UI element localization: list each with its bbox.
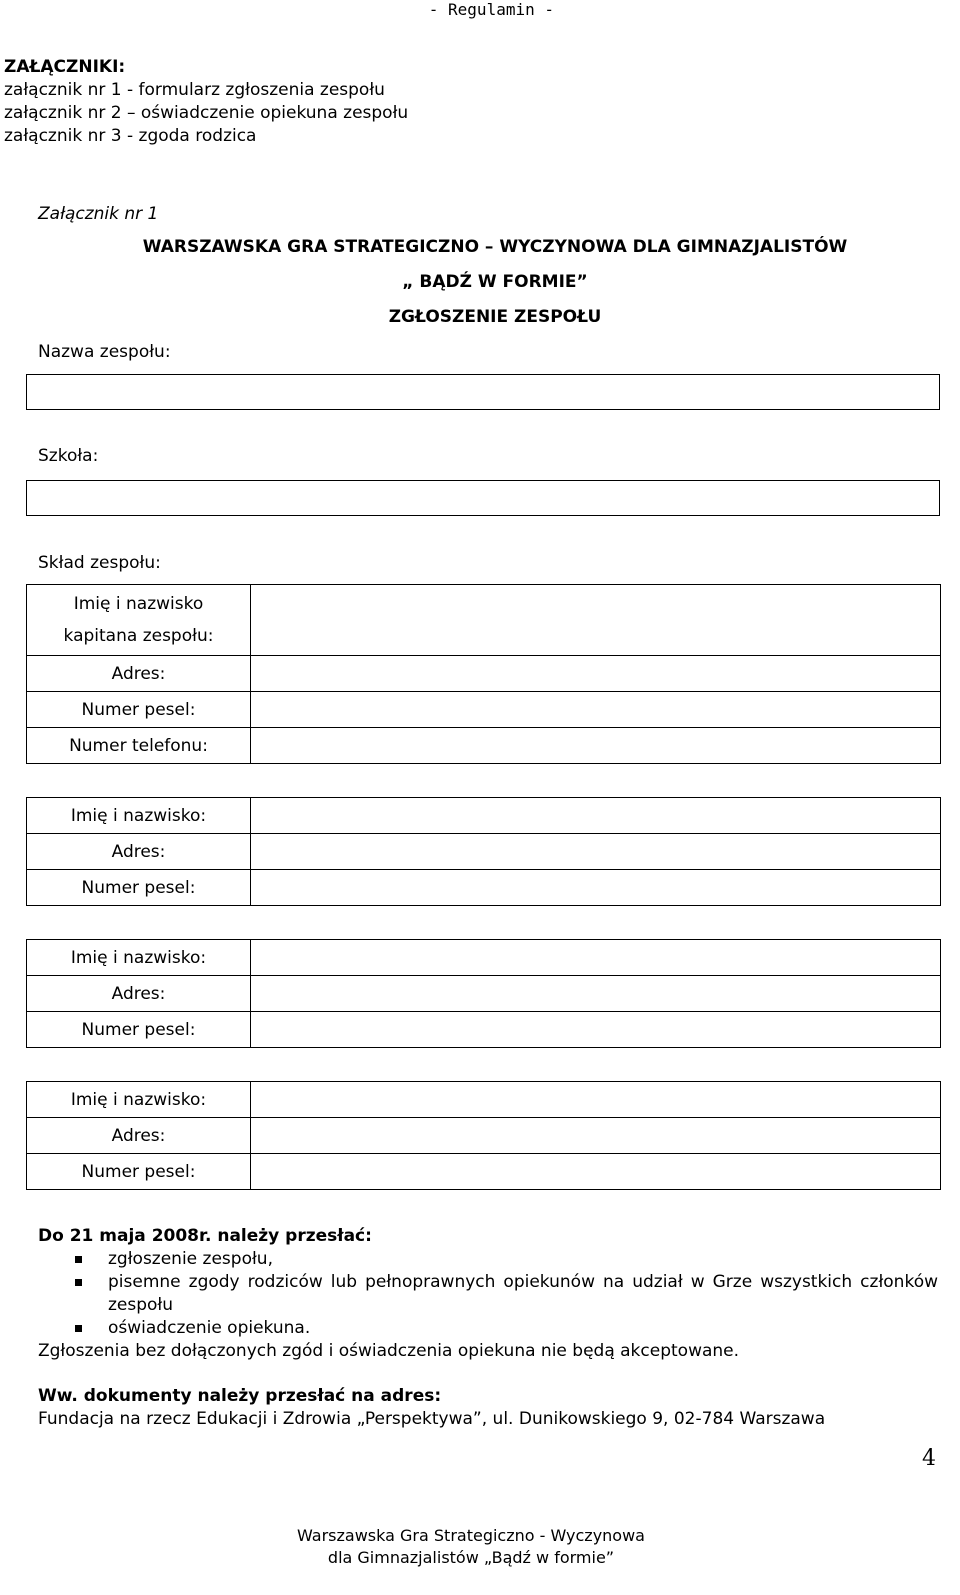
team-name-field[interactable]	[26, 374, 940, 410]
captain-address-label: Adres:	[27, 656, 251, 692]
page-footer	[0, 1525, 942, 1569]
member-address-label: Adres:	[27, 976, 251, 1012]
list-item: zgłoszenie zespołu,	[38, 1248, 938, 1271]
school-field[interactable]	[26, 480, 940, 516]
required-documents-list	[38, 1248, 938, 1340]
member-address-field[interactable]	[251, 1118, 941, 1154]
school-label: Szkoła:	[38, 446, 99, 466]
member-address-field[interactable]	[251, 976, 941, 1012]
captain-phone-label: Numer telefonu:	[27, 728, 251, 764]
member-name-label: Imię i nazwisko:	[27, 798, 251, 834]
member-pesel-label: Numer pesel:	[27, 870, 251, 906]
member-address-label: Adres:	[27, 1118, 251, 1154]
member-name-field[interactable]	[251, 798, 941, 834]
team-composition-label: Skład zespołu:	[38, 553, 161, 573]
captain-pesel-field[interactable]	[251, 692, 941, 728]
member-pesel-label: Numer pesel:	[27, 1154, 251, 1190]
member-table	[26, 1081, 941, 1190]
deadline-intro: Do 21 maja 2008r. należy przesłać:	[38, 1226, 372, 1246]
member-address-field[interactable]	[251, 834, 941, 870]
captain-table	[26, 584, 941, 764]
form-title: WARSZAWSKA GRA STRATEGICZNO – WYCZYNOWA DLA GIMNAZJALISTÓW	[142, 237, 848, 257]
team-name-label: Nazwa zespołu:	[38, 342, 171, 362]
attachment-item: załącznik nr 2 – oświadczenie opiekuna zespołu	[4, 103, 409, 123]
attachments-title: ZAŁĄCZNIKI:	[4, 57, 126, 77]
captain-name-label: Imię i nazwisko kapitana zespołu:	[27, 585, 251, 656]
member-pesel-field[interactable]	[251, 1154, 941, 1190]
attachments-list	[4, 56, 408, 148]
footer-line: Warszawska Gra Strategiczno - Wyczynowa	[297, 1526, 645, 1545]
footer-line: dla Gimnazjalistów „Bądź w formie”	[327, 1548, 615, 1567]
member-pesel-label: Numer pesel:	[27, 1012, 251, 1048]
list-item: oświadczenie opiekuna.	[38, 1317, 938, 1340]
captain-name-field[interactable]	[251, 585, 941, 656]
mailing-address: Fundacja na rzecz Edukacji i Zdrowia „Perspektywa”, ul. Dunikowskiego 9, 02-784 Warszawa	[38, 1409, 826, 1429]
form-subtitle: „ BĄDŹ W FORMIE”	[402, 272, 588, 292]
form-heading: ZGŁOSZENIE ZESPOŁU	[388, 307, 602, 327]
captain-phone-field[interactable]	[251, 728, 941, 764]
member-pesel-field[interactable]	[251, 870, 941, 906]
member-name-label: Imię i nazwisko:	[27, 940, 251, 976]
attachment-item: załącznik nr 3 - zgoda rodzica	[4, 126, 257, 146]
page-header: - Regulamin -	[428, 0, 554, 19]
address-intro: Ww. dokumenty należy przesłać na adres:	[38, 1386, 442, 1406]
member-table	[26, 939, 941, 1048]
member-name-field[interactable]	[251, 940, 941, 976]
member-name-field[interactable]	[251, 1082, 941, 1118]
annex-label: Załącznik nr 1	[38, 204, 159, 224]
captain-pesel-label: Numer pesel:	[27, 692, 251, 728]
member-name-label: Imię i nazwisko:	[27, 1082, 251, 1118]
attachment-item: załącznik nr 1 - formularz zgłoszenia zespołu	[4, 80, 385, 100]
member-table	[26, 797, 941, 906]
page-number: 4	[922, 1446, 936, 1471]
instructions	[38, 1225, 938, 1431]
list-item: pisemne zgody rodziców lub pełnoprawnych opiekunów na udział w Grze wszystkich członków zespołu	[38, 1271, 938, 1317]
warning-text: Zgłoszenia bez dołączonych zgód i oświadczenia opiekuna nie będą akceptowane.	[38, 1341, 740, 1361]
captain-address-field[interactable]	[251, 656, 941, 692]
member-address-label: Adres:	[27, 834, 251, 870]
member-pesel-field[interactable]	[251, 1012, 941, 1048]
